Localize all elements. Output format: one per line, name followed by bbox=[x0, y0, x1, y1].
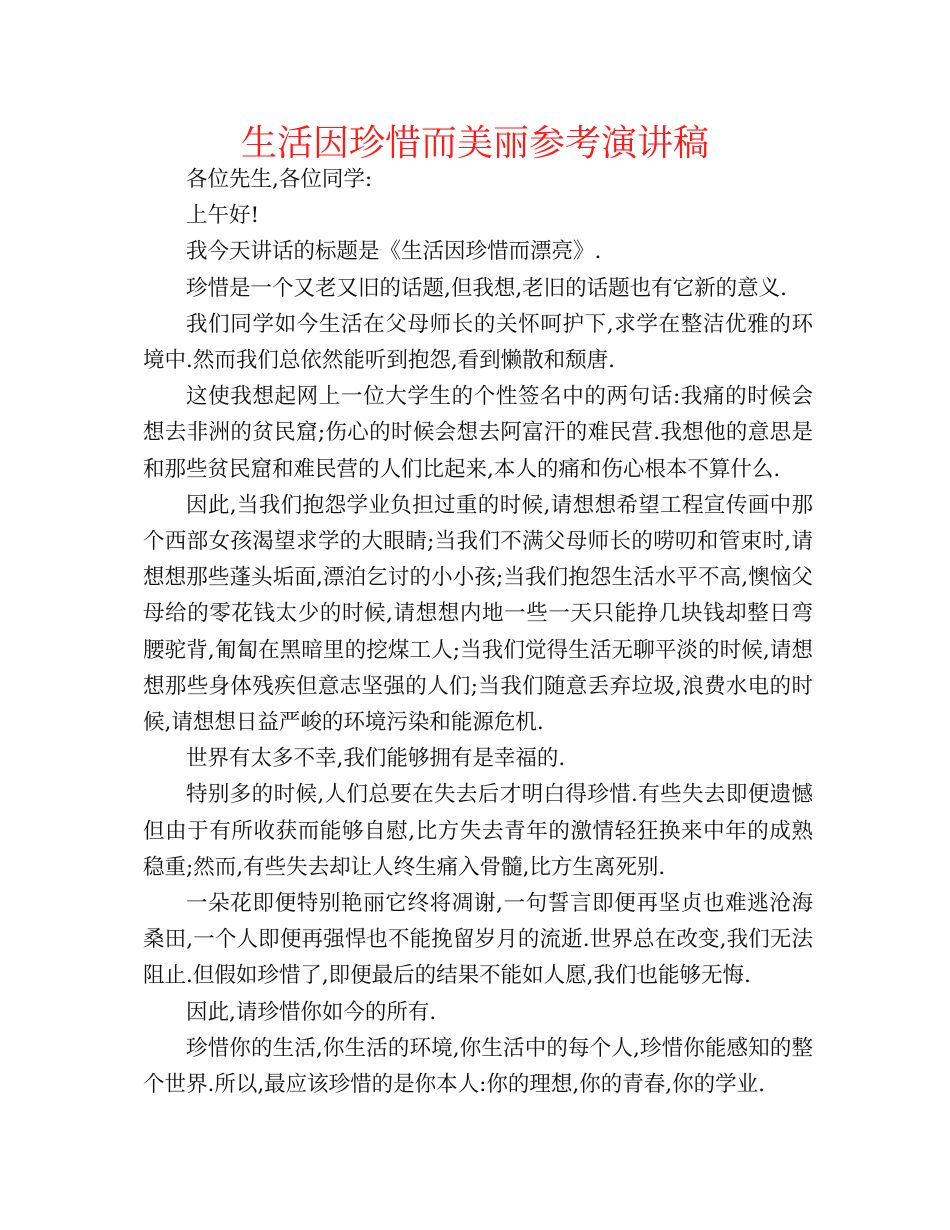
paragraph: 一朵花即便特别艳丽它终将凋谢,一句誓言即便再坚贞也难逃沧海桑田,一个人即便再强悍也不能挽留岁月的流逝.世界总在改变,我们无法阻止.但假如珍惜了,即便最后的结果不能如人愿,我们也能够无悔. bbox=[143, 891, 813, 989]
paragraph: 珍惜是一个又老又旧的话题,但我想,老旧的话题也有它新的意义. bbox=[186, 275, 788, 301]
paragraph: 这使我想起网上一位大学生的个性签名中的两句话:我痛的时候会想去非洲的贫民窟;伤心的时候会想去阿富汗的难民营.我想他的意思是和那些贫民窟和难民营的人们比起来,本人的痛和伤心根本不算什么. bbox=[143, 384, 813, 482]
paragraph: 因此,请珍惜你如今的所有. bbox=[186, 999, 437, 1025]
document-body bbox=[143, 162, 813, 1103]
paragraph: 特别多的时候,人们总要在失去后才明白得珍惜.有些失去即便遗憾但由于有所收获而能够自慰,比方失去青年的激情轻狂换来中年的成熟稳重;然而,有些失去却让人终生痛入骨髓,比方生离死别. bbox=[143, 782, 813, 880]
paragraph-topic: 我今天讲话的标题是《生活因珍惜而漂亮》. bbox=[186, 239, 602, 265]
paragraph-greeting: 各位先生,各位同学: bbox=[186, 167, 373, 192]
paragraph: 我们同学如今生活在父母师长的关怀呵护下,求学在整洁优雅的环境中.然而我们总依然能听到抱怨,看到懒散和颓唐. bbox=[143, 311, 813, 374]
paragraph: 珍惜你的生活,你生活的环境,你生活中的每个人,珍惜你能感知的整个世界.所以,最应该珍惜的是你本人:你的理想,你的青春,你的学业. bbox=[143, 1035, 813, 1098]
document-title: 生活因珍惜而美丽参考演讲稿 bbox=[240, 123, 709, 164]
paragraph: 世界有太多不幸,我们能够拥有是幸福的. bbox=[186, 746, 566, 772]
paragraph: 因此,当我们抱怨学业负担过重的时候,请想想希望工程宣传画中那个西部女孩渴望求学的大眼睛;当我们不满父母师长的唠叨和管束时,请想想那些蓬头垢面,漂泊乞讨的小小孩;当我们抱怨生活水平不高,懊恼父母给的零花钱太少的时候,请想想内地一些一天只能挣几块钱却整日弯腰驼背,匍匐在黑暗里的挖煤工人;当我们觉得生活无聊平淡的时候,请想想那些身体残疾但意志坚强的人们;当我们随意丢弃垃圾,浪费水电的时候,请想想日益严峻的环境污染和能源危机. bbox=[143, 492, 813, 736]
paragraph-good-morning: 上午好! bbox=[186, 203, 260, 229]
